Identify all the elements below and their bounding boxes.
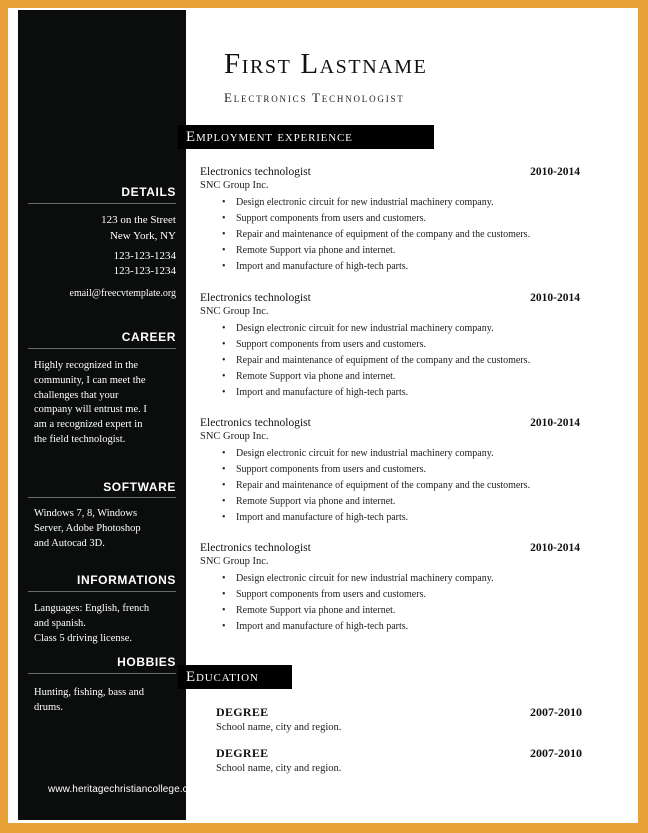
job-title: Electronics technologist [200, 166, 311, 178]
career-divider [28, 348, 176, 349]
address-line-1: 123 on the Street [101, 214, 176, 226]
details-divider [28, 203, 176, 204]
text-line: and Autocad 3D. [34, 537, 105, 549]
text-line: Highly recognized in the [34, 360, 139, 371]
software-divider [28, 497, 176, 498]
text-line: and spanish. [34, 617, 86, 629]
job-company: SNC Group Inc. [200, 431, 269, 442]
job-duty-item: • Import and manufacture of high-tech parts. [222, 619, 494, 635]
job-company: SNC Group Inc. [200, 306, 269, 317]
text-line: Hunting, fishing, bass and [34, 687, 144, 698]
informations-divider [28, 591, 176, 592]
sidebar [18, 10, 202, 820]
text-line: am a recognized expert in [34, 419, 143, 431]
text-line: the field technologist. [34, 433, 126, 445]
text-line: community, I can meet the [34, 374, 146, 386]
education-heading: Education [178, 665, 292, 689]
job-duty-item: • Support components from users and customers. [222, 211, 530, 227]
text-line: Server, Adobe Photoshop [34, 522, 141, 534]
job-duty-item: • Repair and maintenance of equipment of the company and the customers. [222, 353, 530, 369]
job-title: Electronics technologist [200, 542, 311, 554]
job-duty-item: • Support components from users and customers. [222, 462, 530, 478]
job-duty-item: • Remote Support via phone and internet. [222, 243, 530, 259]
job-duties-list [222, 571, 494, 635]
job-duty-item: • Repair and maintenance of equipment of the company and the customers. [222, 227, 530, 243]
education-years: 2007-2010 [530, 705, 582, 719]
job-entry [200, 292, 580, 412]
text-line: Class 5 driving license. [34, 632, 132, 644]
job-years: 2010-2014 [530, 292, 580, 304]
education-school: School name, city and region. [216, 722, 342, 733]
watermark: www.heritagechristiancollege.com [48, 784, 202, 795]
job-company: SNC Group Inc. [200, 556, 269, 567]
informations-text [34, 602, 174, 646]
job-title-subtitle: Electronics Technologist [224, 90, 405, 105]
hobbies-text [34, 686, 174, 716]
job-duty-item: • Support components from users and customers. [222, 337, 530, 353]
job-duty-item: • Remote Support via phone and internet. [222, 603, 494, 619]
employment-heading: Employment experience [178, 125, 434, 149]
job-duty-item: • Design electronic circuit for new industrial machinery company. [222, 446, 530, 462]
career-text [34, 359, 147, 448]
email[interactable]: email@freecvtemplate.org [69, 288, 176, 299]
software-text [34, 507, 174, 551]
hobbies-divider [28, 673, 176, 674]
phone-1: 123-123-1234 [113, 250, 176, 262]
job-company: SNC Group Inc. [200, 180, 269, 191]
resume-page [8, 8, 638, 823]
job-entry [200, 417, 580, 537]
job-years: 2010-2014 [530, 417, 580, 429]
job-duty-item: • Design electronic circuit for new industrial machinery company. [222, 321, 530, 337]
job-title: Electronics technologist [200, 417, 311, 429]
job-duties-list [222, 195, 530, 275]
job-duty-item: • Design electronic circuit for new industrial machinery company. [222, 195, 530, 211]
details-heading: DETAILS [121, 185, 176, 199]
software-heading: SOFTWARE [103, 480, 176, 494]
job-title: Electronics technologist [200, 292, 311, 304]
text-line: drums. [34, 701, 63, 713]
job-duty-item: • Import and manufacture of high-tech parts. [222, 385, 530, 401]
text-line: challenges that your [34, 389, 119, 401]
job-duty-item: • Support components from users and customers. [222, 587, 494, 603]
full-name: First Lastname [224, 48, 428, 80]
job-duties-list [222, 321, 530, 401]
text-line: Languages: English, french [34, 603, 150, 614]
phone-2: 123-123-1234 [113, 265, 176, 277]
career-heading: CAREER [121, 330, 176, 344]
address-line-2: New York, NY [109, 230, 176, 242]
education-entry [216, 746, 582, 780]
job-entry [200, 166, 580, 286]
job-duty-item: • Import and manufacture of high-tech parts. [222, 510, 530, 526]
job-duty-item: • Import and manufacture of high-tech parts. [222, 259, 530, 275]
job-years: 2010-2014 [530, 166, 580, 178]
text-line: Windows 7, 8, Windows [34, 508, 138, 519]
job-duty-item: • Remote Support via phone and internet. [222, 494, 530, 510]
hobbies-heading: HOBBIES [117, 655, 176, 669]
job-duty-item: • Design electronic circuit for new industrial machinery company. [222, 571, 494, 587]
job-entry [200, 542, 580, 662]
job-duties-list [222, 446, 530, 526]
education-degree: DEGREE [216, 705, 269, 719]
job-duty-item: • Remote Support via phone and internet. [222, 369, 530, 385]
education-entry [216, 705, 582, 739]
job-years: 2010-2014 [530, 542, 580, 554]
education-school: School name, city and region. [216, 763, 342, 774]
education-degree: DEGREE [216, 746, 269, 760]
job-duty-item: • Repair and maintenance of equipment of the company and the customers. [222, 478, 530, 494]
text-line: company will entrust me. I [34, 404, 147, 416]
education-years: 2007-2010 [530, 746, 582, 760]
informations-heading: INFORMATIONS [77, 573, 176, 587]
